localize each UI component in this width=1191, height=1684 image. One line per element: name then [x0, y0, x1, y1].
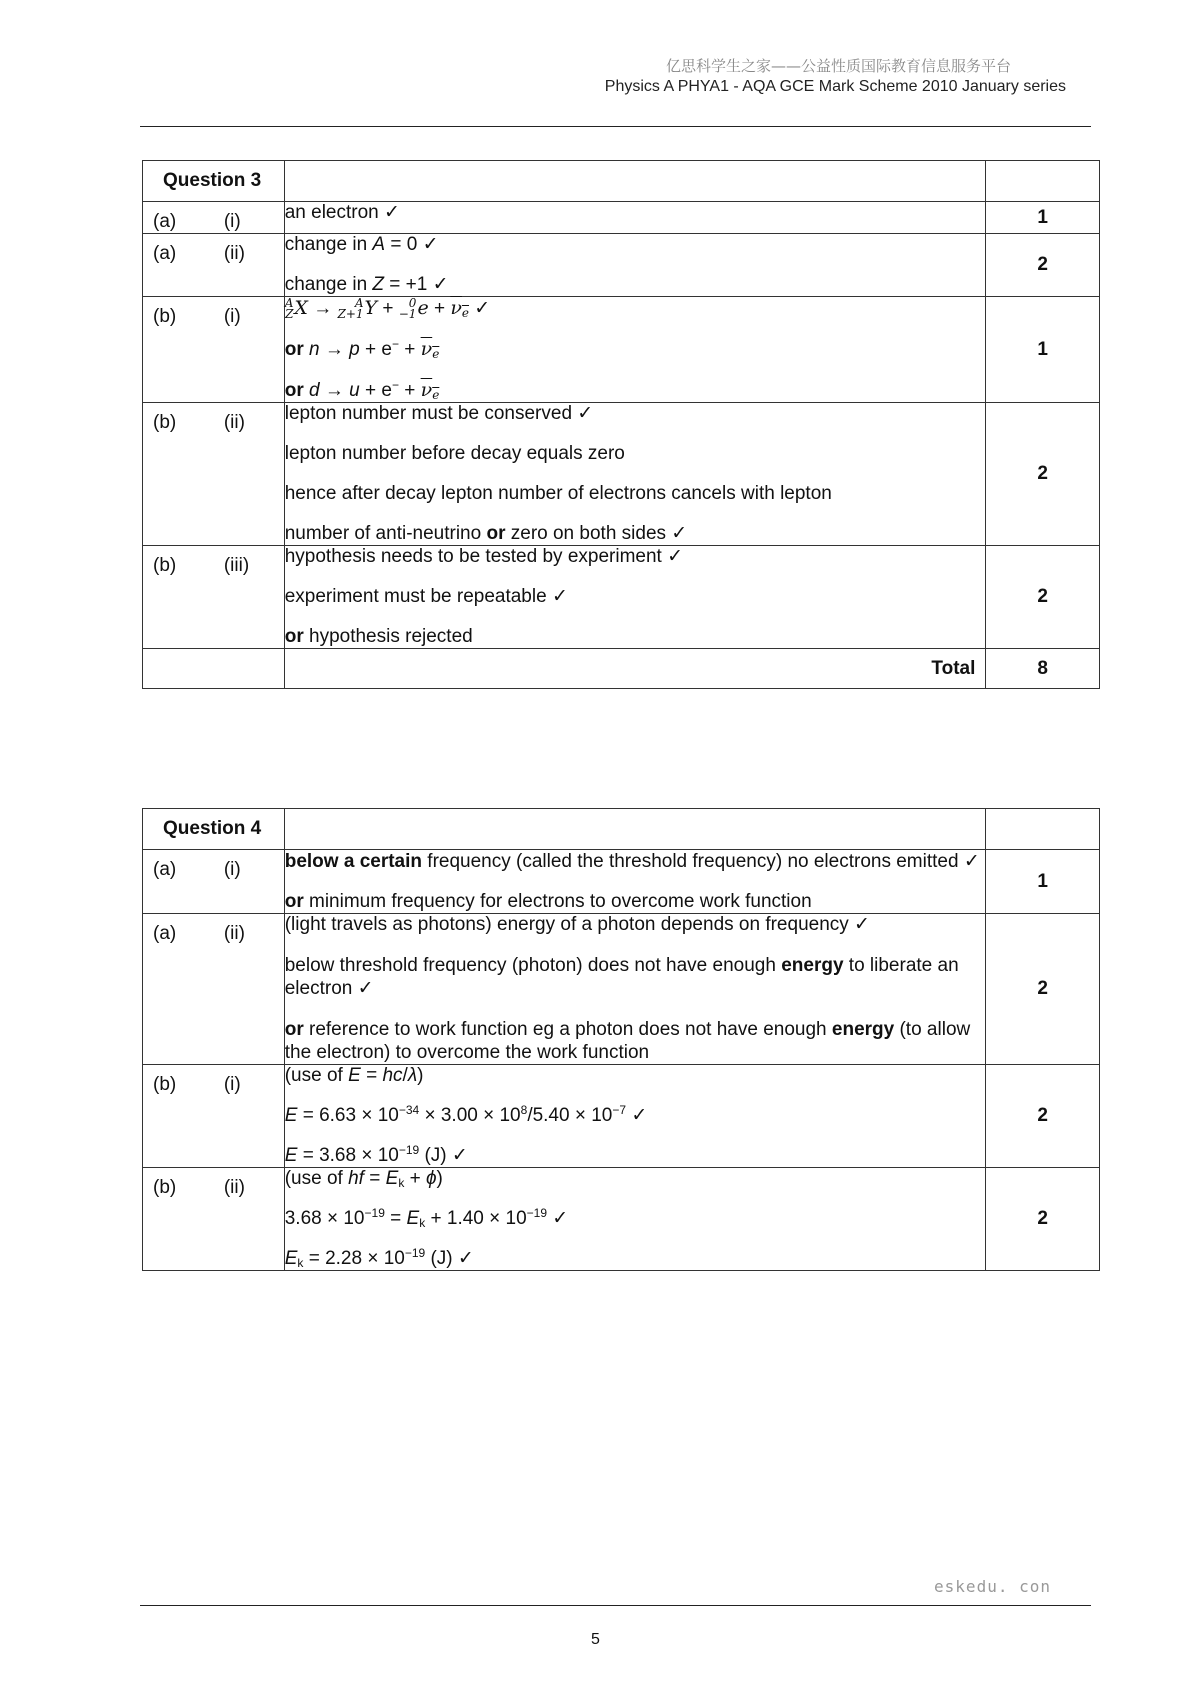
table-row [143, 1168, 1100, 1271]
answer-line: (light travels as photons) energy of a photon depends on frequency ✓ [284, 914, 870, 935]
answer-line: or $d \to u + e^- + \nu_e$ [284, 378, 440, 402]
subpart-label: (i) [223, 211, 241, 232]
question-4-title: Question 4 [143, 809, 285, 850]
table-row [143, 403, 1100, 546]
part-label: (a) [153, 923, 177, 944]
header-divider [140, 126, 1091, 127]
table-row [143, 234, 1100, 297]
mark-value: 2 [986, 914, 1100, 1065]
subpart-label: (i) [223, 1074, 241, 1095]
footer-divider [140, 1605, 1091, 1606]
answer-line: hence after decay lepton number of electrons cancels with lepton [284, 483, 832, 504]
answer-line: lepton number before decay equals zero [284, 443, 625, 464]
answer-line: $E = 6.63 \times 10^{-34} \times 3.00 \times 10^8/5.40 \times 10^{-7}$ ✓ [284, 1103, 648, 1126]
subpart-label: (i) [223, 306, 241, 327]
answer-line: or hypothesis rejected [284, 626, 473, 647]
subpart-label: (ii) [223, 243, 245, 264]
table-row [143, 546, 1100, 649]
answer-line: number of anti-neutrino or zero on both sides ✓ [284, 523, 688, 544]
question-4-table [142, 808, 1100, 1271]
table-row [143, 1065, 1100, 1168]
answer-line: $E = 3.68 \times 10^{-19}$ (J) ✓ [284, 1143, 468, 1166]
table-row [143, 850, 1100, 914]
subpart-label: (i) [223, 859, 241, 880]
subpart-label: (ii) [223, 923, 245, 944]
mark-value: 2 [986, 1065, 1100, 1168]
table-row [143, 914, 1100, 1065]
total-label: Total [284, 649, 986, 689]
part-label: (b) [153, 412, 177, 433]
part-label: (b) [153, 555, 177, 576]
mark-value: 2 [986, 234, 1100, 297]
question-3-title: Question 3 [143, 161, 285, 202]
page-number: 5 [591, 1631, 600, 1648]
total-row [143, 649, 1100, 689]
decay-equation: A Z X → A Z+1 Y + 0 −1 $e + \nu_e$ ✓ [284, 295, 491, 321]
part-label: (b) [153, 306, 177, 327]
answer-line: hypothesis needs to be tested by experiment ✓ [284, 546, 684, 567]
table-row [143, 297, 1100, 403]
answer-line: (use of hf = $E_k + \phi$) [284, 1168, 443, 1190]
answer-line: (use of E = hc/λ) [284, 1065, 424, 1086]
mark-value: 2 [986, 546, 1100, 649]
watermark-text: eskedu. con [934, 1577, 1051, 1596]
mark-value: 2 [986, 1168, 1100, 1271]
answer-line: change in A = 0 ✓ [284, 234, 439, 255]
mark-value: 2 [986, 403, 1100, 546]
header-chinese-text: 亿思科学生之家——公益性质国际教育信息服务平台 [665, 57, 1011, 75]
part-label: (a) [153, 211, 177, 232]
question-3-header-row [143, 161, 1100, 202]
part-label: (a) [153, 859, 177, 880]
answer-line: an electron ✓ [284, 202, 400, 223]
answer-line: $3.68 \times 10^{-19} = E_k + 1.40 \times 10^{-19}$ ✓ [284, 1206, 569, 1230]
answer-line: below threshold frequency (photon) does not have enough energy to liberate an electron ✓ [284, 955, 959, 999]
subpart-label: (ii) [223, 412, 245, 433]
part-label: (b) [153, 1177, 177, 1198]
table-row [143, 202, 1100, 234]
header-title: Physics A PHYA1 - AQA GCE Mark Scheme 2010 January series [604, 78, 1066, 95]
total-value: 8 [986, 649, 1100, 689]
part-label: (a) [153, 243, 177, 264]
part-label: (b) [153, 1074, 177, 1095]
answer-line: or $n \to p + e^- + \nu_e$ [284, 337, 440, 361]
subpart-label: (ii) [223, 1177, 245, 1198]
answer-line: or minimum frequency for electrons to overcome work function [284, 891, 812, 912]
question-3-table [142, 160, 1100, 689]
answer-line: below a certain frequency (called the threshold frequency) no electrons emitted ✓ [284, 851, 980, 872]
answer-line: change in Z = +1 ✓ [284, 274, 449, 295]
answer-line: $E_k = 2.28 \times 10^{-19}$ (J) ✓ [284, 1246, 474, 1270]
question-4-header-row [143, 809, 1100, 850]
answer-line: or reference to work function eg a photon does not have enough energy (to allow the electron) to overcome the work function [284, 1019, 971, 1063]
mark-value: 1 [986, 297, 1100, 403]
answer-line: experiment must be repeatable ✓ [284, 586, 568, 607]
subpart-label: (iii) [223, 555, 250, 576]
mark-value: 1 [986, 850, 1100, 914]
mark-value: 1 [986, 202, 1100, 234]
answer-line: lepton number must be conserved ✓ [284, 403, 594, 424]
